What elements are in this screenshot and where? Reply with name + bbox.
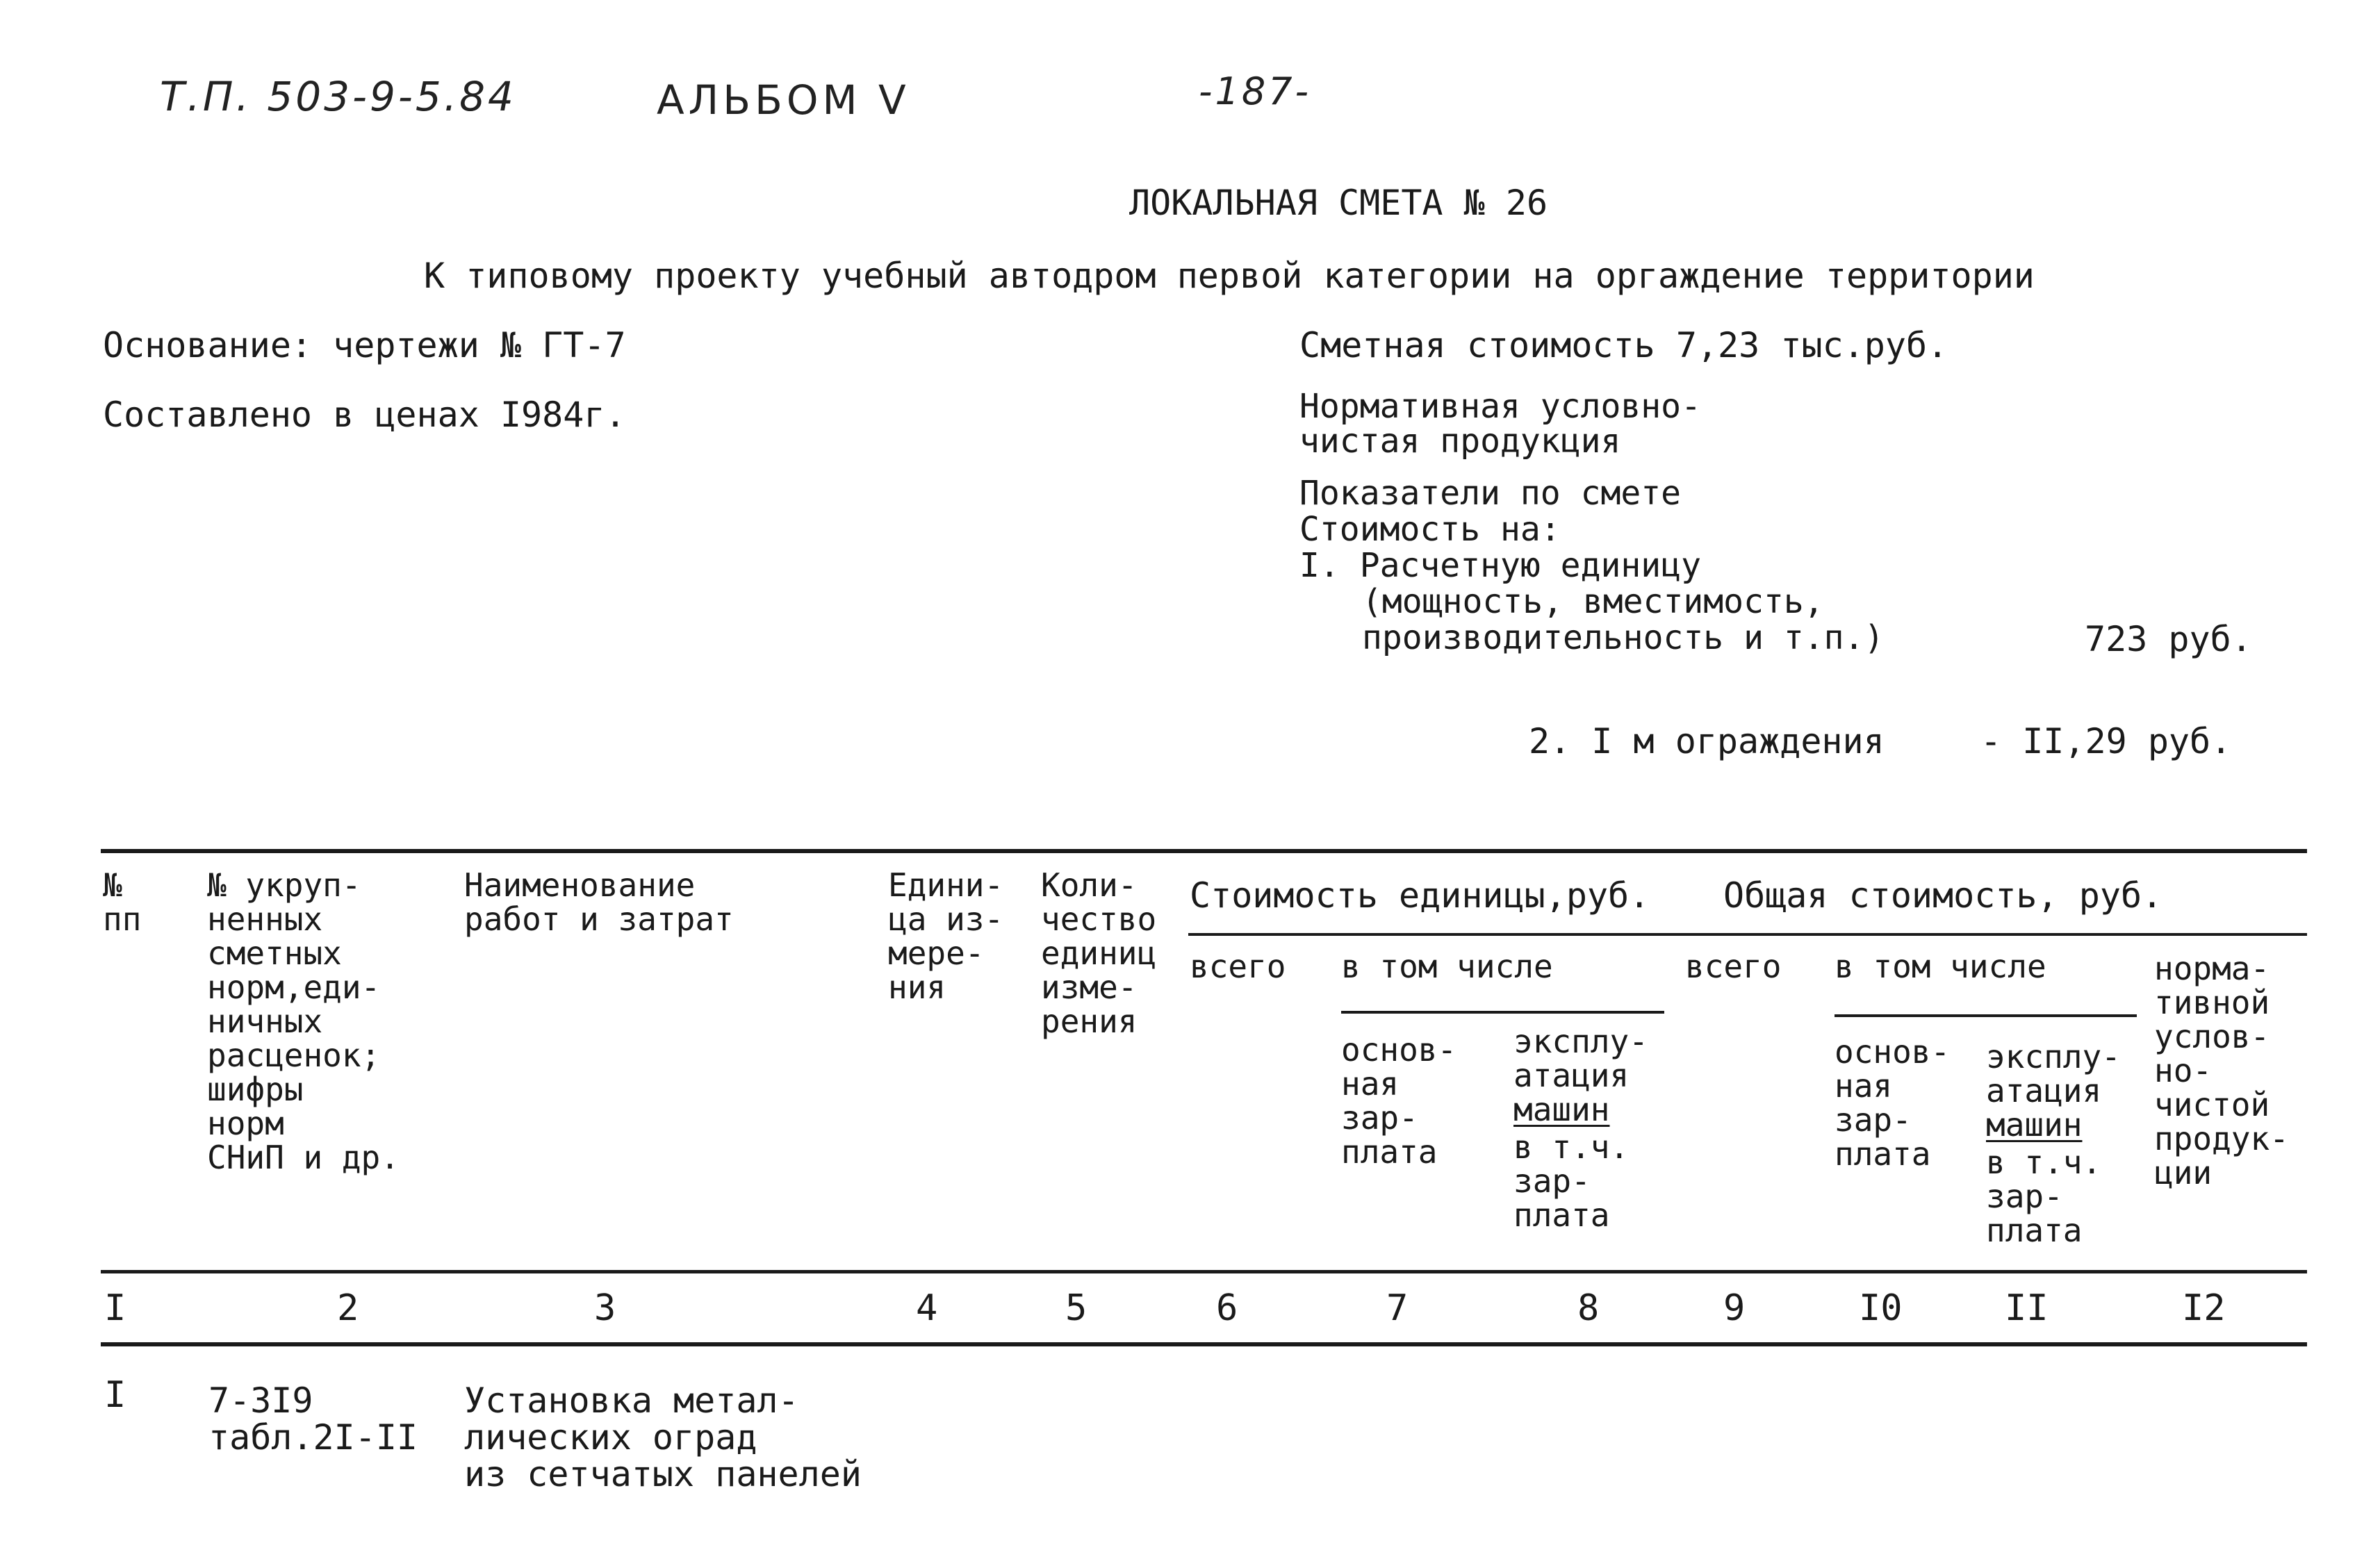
prices-text: Составлено в ценах I984г. bbox=[103, 395, 626, 435]
item2-value: - II,29 руб. bbox=[1980, 721, 2232, 761]
col-header-5: Коли- чество единиц изме- рения bbox=[1041, 866, 1157, 1040]
unit-cost-group-header: Стоимость единицы,руб. bbox=[1190, 875, 1650, 916]
col-header-11-machines: машин bbox=[1986, 1106, 2083, 1144]
document-code: Т.П. 503-9-5.84 bbox=[160, 73, 516, 120]
col-header-11-exploit: эксплу- атация bbox=[1986, 1038, 2121, 1110]
col-header-3: Наименование работ и затрат bbox=[464, 866, 734, 938]
row-1-number: I bbox=[104, 1374, 126, 1416]
row-1-code: 7-3I9 табл.2I-II bbox=[208, 1380, 418, 1458]
item1-line-3: производительность и т.п.) bbox=[1362, 618, 1885, 657]
col-number-2: 2 bbox=[337, 1287, 359, 1329]
cost-per-label: Стоимость на: bbox=[1299, 510, 1561, 549]
col-header-2: № укруп- ненных сметных норм,еди- ничных расценок; шифры норм СНиП и др. bbox=[207, 866, 400, 1176]
normative-line-1: Нормативная условно- bbox=[1299, 387, 1701, 426]
page-title: ЛОКАЛЬНАЯ СМЕТА № 26 bbox=[1129, 183, 1548, 223]
col-header-4: Едини- ца из- мере- ния bbox=[888, 866, 1004, 1006]
col-header-8-machines: машин bbox=[1513, 1091, 1610, 1128]
col-number-9: 9 bbox=[1723, 1287, 1746, 1329]
album-label: АЛЬБОМ V bbox=[657, 76, 910, 124]
col-header-9: всего bbox=[1685, 948, 1782, 985]
col-number-10: I0 bbox=[1859, 1287, 1903, 1329]
header-bottom-rule bbox=[101, 1270, 2307, 1273]
col-number-6: 6 bbox=[1216, 1287, 1238, 1329]
unit-incl-header: в том числе bbox=[1341, 948, 1553, 985]
col-number-1: I bbox=[104, 1287, 126, 1329]
total-cost-group-header: Общая стоимость, руб. bbox=[1723, 875, 2163, 916]
total-incl-header: в том числе bbox=[1835, 948, 2046, 985]
col-number-8: 8 bbox=[1577, 1287, 1600, 1329]
estimated-cost: Сметная стоимость 7,23 тыс.руб. bbox=[1299, 325, 1948, 365]
unit-incl-rule bbox=[1341, 1011, 1664, 1014]
total-incl-rule bbox=[1835, 1014, 2137, 1017]
table-top-rule bbox=[101, 849, 2307, 853]
page-number: -187- bbox=[1199, 69, 1312, 113]
page-subtitle: К типовому проекту учебный автодром первой категории на оргаждение территории bbox=[424, 256, 2035, 296]
item1-line-1: I. Расчетную единицу bbox=[1299, 546, 1701, 585]
item1-line-2: (мощность, вместимость, bbox=[1362, 582, 1824, 621]
col-header-6: всего bbox=[1190, 948, 1286, 985]
col-number-4: 4 bbox=[916, 1287, 938, 1329]
col-number-5: 5 bbox=[1065, 1287, 1088, 1329]
colnum-bottom-rule bbox=[101, 1342, 2307, 1346]
col-header-10: основ- ная зар- плата bbox=[1835, 1033, 1951, 1173]
col-header-8-exploit: эксплу- атация bbox=[1513, 1023, 1648, 1094]
group-header-rule bbox=[1188, 933, 2307, 936]
col-number-3: 3 bbox=[594, 1287, 616, 1329]
indicators-label: Показатели по смете bbox=[1299, 474, 1682, 513]
item2-label: 2. I м ограждения bbox=[1529, 721, 1885, 761]
col-number-12: I2 bbox=[2182, 1287, 2226, 1329]
normative-line-2: чистая продукция bbox=[1299, 422, 1621, 461]
col-number-7: 7 bbox=[1386, 1287, 1409, 1329]
col-header-8-pay: в т.ч. зар- плата bbox=[1513, 1128, 1630, 1234]
col-header-12: норма- тивной услов- но- чистой продук- ции bbox=[2154, 950, 2289, 1191]
col-header-11-pay: в т.ч. зар- плата bbox=[1986, 1144, 2102, 1249]
col-header-1: № пп bbox=[103, 866, 142, 938]
col-header-7: основ- ная зар- плата bbox=[1341, 1031, 1457, 1171]
basis-text: Основание: чертежи № ГТ-7 bbox=[103, 325, 626, 365]
row-1-name: Установка метал- лических оград из сетчатых панелей bbox=[464, 1380, 862, 1494]
col-number-11: II bbox=[2005, 1287, 2049, 1329]
item1-value: 723 руб. bbox=[2085, 619, 2252, 659]
